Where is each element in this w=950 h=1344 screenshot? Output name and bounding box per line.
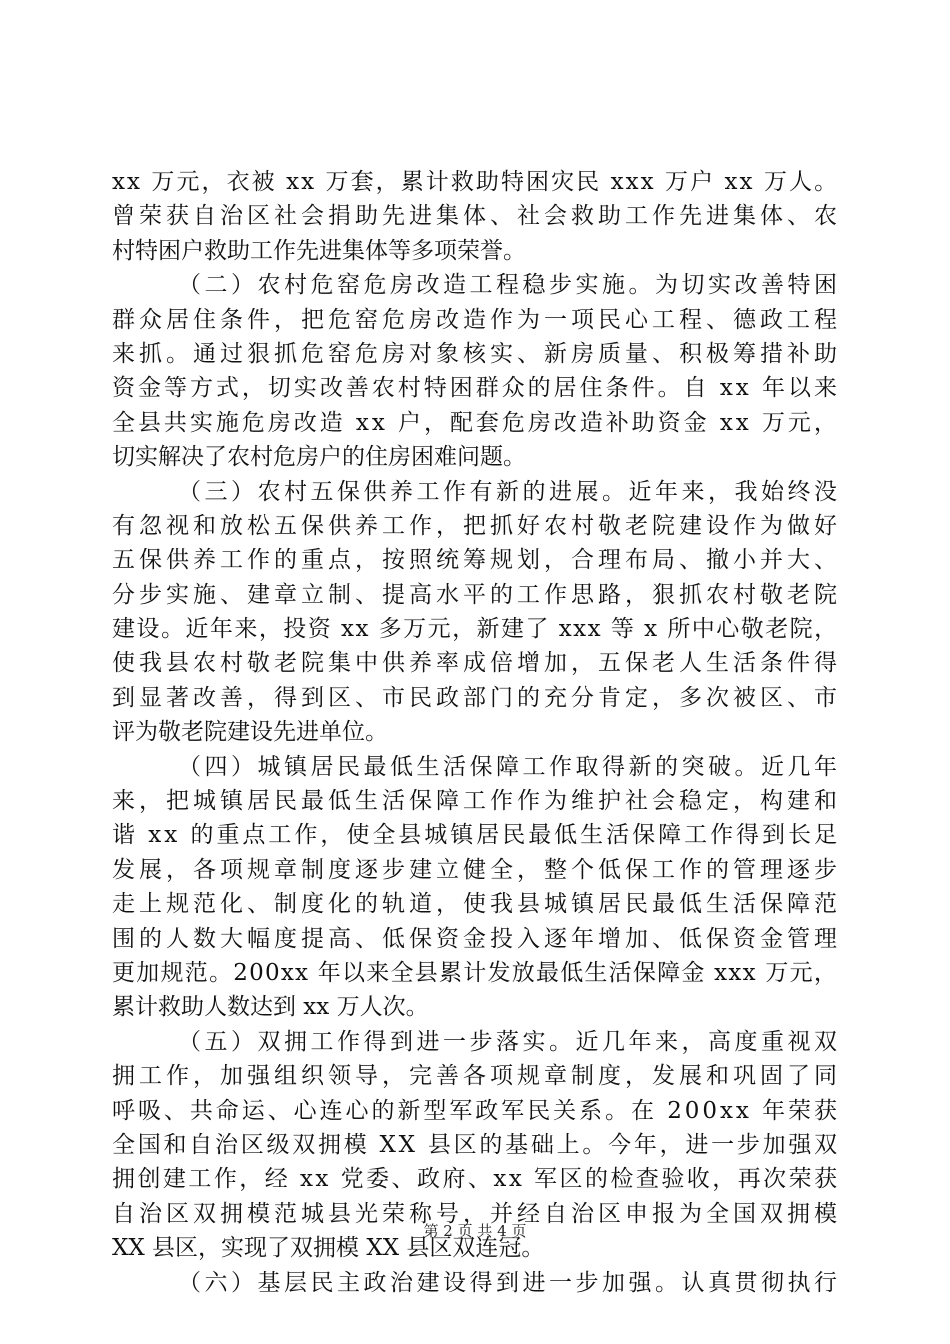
text-line: 拥工作，加强组织领导，完善各项规章制度，发展和巩固了同 [112, 1063, 841, 1090]
text-line: 分步实施、建章立制、提高水平的工作思路，狠抓农村敬老院 [112, 581, 841, 608]
text-line: 全国和自治区级双拥模 XX 县区的基础上。今年，进一步加强双 [112, 1131, 840, 1158]
text-line: 累计救助人数达到 xx 万人次。 [112, 994, 429, 1021]
page-footer: 第 2 页 共 4 页 [423, 1222, 527, 1240]
text-line: 到显著改善，得到区、市民政部门的充分肯定，多次被区、市 [112, 684, 841, 711]
text-line: 建设。近年来，投资 xx 多万元，新建了 xxx 等 x 所中心敬老院， [112, 616, 839, 643]
text-line: 发展，各项规章制度逐步建立健全，整个低保工作的管理逐步 [112, 856, 841, 883]
text-line: 围的人数大幅度提高、低保资金投入逐年增加、低保资金管理 [112, 925, 841, 952]
text-line: （四）城镇居民最低生活保障工作取得新的突破。近几年 [178, 753, 841, 780]
text-line: 群众居住条件，把危窑危房改造作为一项民心工程、德政工程 [112, 306, 841, 333]
text-line: 资金等方式，切实改善农村特困群众的居住条件。自 xx 年以来 [112, 375, 840, 402]
text-line: 谐 xx 的重点工作，使全县城镇居民最低生活保障工作得到长足 [112, 822, 840, 849]
text-line: 拥创建工作，经 xx 党委、政府、xx 军区的检查验收，再次荣获 [112, 1166, 840, 1193]
text-line: 更加规范。200xx 年以来全县累计发放最低生活保障金 xxx 万元， [112, 959, 839, 986]
text-line: 评为敬老院建设先进单位。 [112, 719, 388, 746]
text-line: （三）农村五保供养工作有新的进展。近年来，我始终没 [178, 478, 841, 505]
text-line: （六）基层民主政治建设得到进一步加强。认真贯彻执行 [178, 1269, 841, 1296]
text-line: 村特困户救助工作先进集体等多项荣誉。 [112, 237, 526, 264]
text-line: 全县共实施危房改造 xx 户，配套危房改造补助资金 xx 万元， [112, 409, 840, 436]
text-line: 来抓。通过狠抓危窑危房对象核实、新房质量、积极筹措补助 [112, 340, 841, 367]
text-line: 五保供养工作的重点，按照统筹规划，合理布局、撤小并大、 [112, 547, 841, 574]
text-line: （二）农村危窑危房改造工程稳步实施。为切实改善特困 [178, 272, 841, 299]
text-line: xx 万元，衣被 xx 万套，累计救助特困灾民 xxx 万户 xx 万人。 [112, 169, 840, 195]
text-line: XX 县区，实现了双拥模 XX 县区双连冠。 [112, 1235, 545, 1262]
text-line: 呼吸、共命运、心连心的新型军政军民关系。在 200xx 年荣获 [112, 1097, 840, 1124]
text-line: 走上规范化、制度化的轨道，使我县城镇居民最低生活保障范 [112, 891, 841, 918]
text-line: 来，把城镇居民最低生活保障工作作为维护社会稳定，构建和 [112, 788, 841, 815]
body-text [112, 165, 841, 1300]
text-line: 有忽视和放松五保供养工作，把抓好农村敬老院建设作为做好 [112, 512, 841, 539]
text-line: 使我县农村敬老院集中供养率成倍增加，五保老人生活条件得 [112, 650, 841, 677]
text-line: 切实解决了农村危房户的住房困难问题。 [112, 444, 526, 471]
text-line: 曾荣获自治区社会捐助先进集体、社会救助工作先进集体、农 [112, 203, 841, 230]
text-line: 自治区双拥模范城县光荣称号，并经自治区申报为全国双拥模 [112, 1200, 841, 1227]
text-line: （五）双拥工作得到进一步落实。近几年来，高度重视双 [178, 1028, 841, 1055]
